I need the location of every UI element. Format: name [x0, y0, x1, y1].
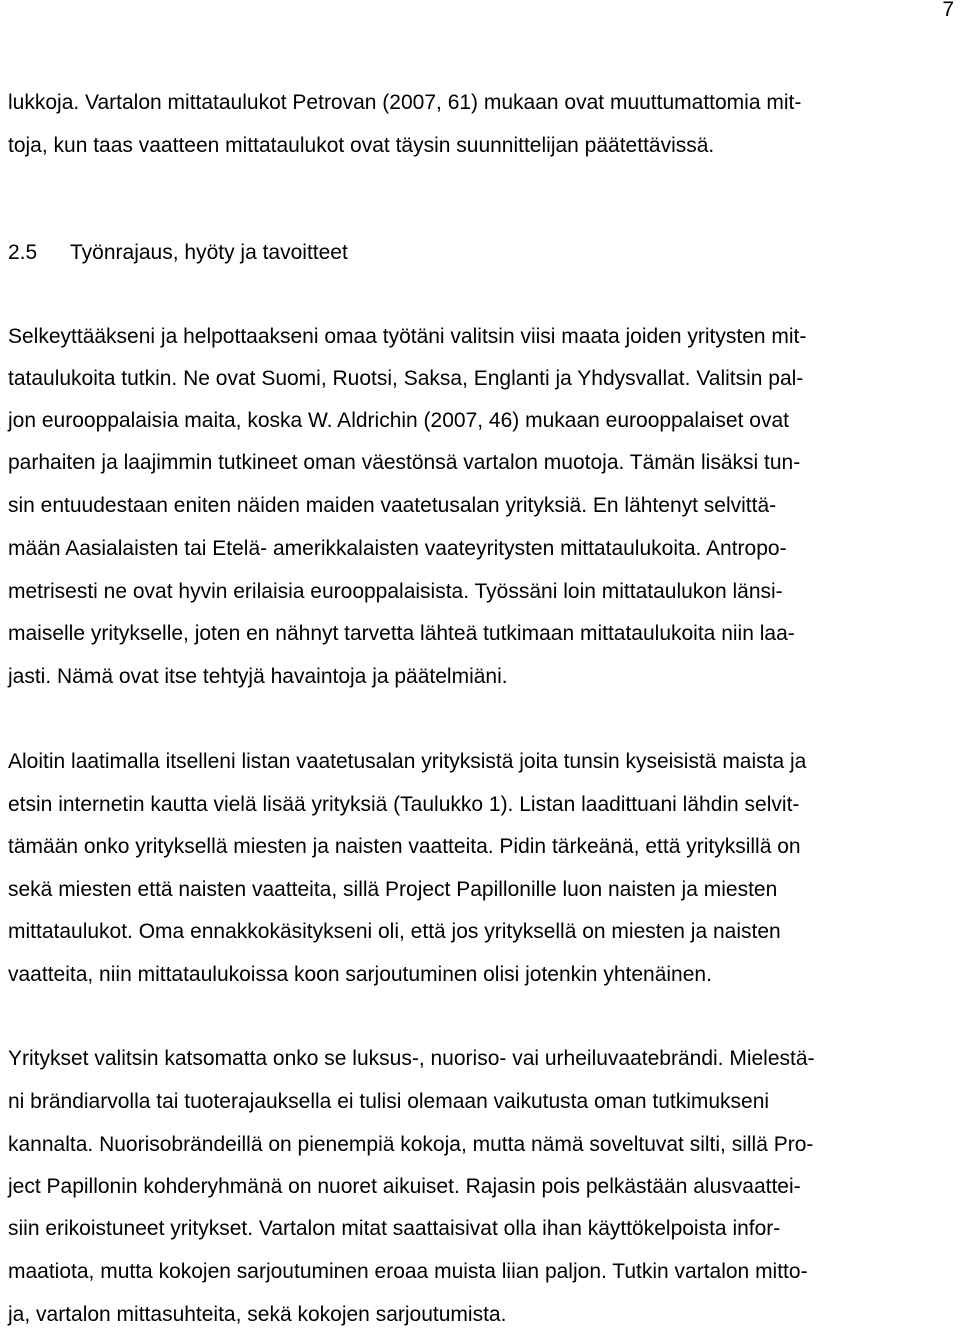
- text-line: ject Papillonin kohderyhmänä on nuoret aikuiset. Rajasin pois pelkästään alusvaattei-: [8, 1175, 801, 1198]
- text-line: etsin internetin kautta vielä lisää yrityksiä (Taulukko 1). Listan laadittuani lähdin selvit-: [8, 793, 800, 816]
- section-number: 2.5: [8, 241, 38, 264]
- text-line: ni brändiarvolla tai tuoterajauksella ei tulisi olemaan vaikutusta oman tutkimukseni: [8, 1090, 770, 1113]
- text-line: jasti. Nämä ovat itse tehtyjä havaintoja ja päätelmiäni.: [8, 665, 508, 688]
- text-line: tämään onko yrityksellä miesten ja naisten vaatteita. Pidin tärkeänä, että yrityksillä on: [8, 835, 801, 858]
- text-line: metrisesti ne ovat hyvin erilaisia eurooppalaisista. Työssäni loin mittataulukon länsi-: [8, 580, 783, 603]
- text-line: kannalta. Nuorisobrändeillä on pienempiä kokoja, mutta nämä soveltuvat silti, sillä Pro-: [8, 1133, 814, 1156]
- text-line: sekä miesten että naisten vaatteita, sillä Project Papillonille luon naisten ja miesten: [8, 878, 778, 901]
- text-line: siin erikoistuneet yritykset. Vartalon mitat saattaisivat olla ihan käyttökelpoista infor-: [8, 1217, 781, 1240]
- text-line: lukkoja. Vartalon mittataulukot Petrovan (2007, 61) mukaan ovat muuttumattomia mit-: [8, 91, 802, 114]
- text-line: mään Aasialaisten tai Etelä- amerikkalaisten vaateyritysten mittataulukoita. Antropo-: [8, 537, 787, 560]
- text-line: Selkeyttääkseni ja helpottaakseni omaa työtäni valitsin viisi maata joiden yritysten mit-: [8, 325, 807, 348]
- text-line: maiselle yritykselle, joten en nähnyt tarvetta lähteä tutkimaan mittataulukoita niin laa-: [8, 622, 795, 645]
- section-heading: [8, 240, 348, 266]
- text-line: maatiota, mutta kokojen sarjoutuminen eroaa muista liian paljon. Tutkin vartalon mitto-: [8, 1260, 808, 1283]
- page-number: 7: [942, 0, 954, 21]
- text-line: Yritykset valitsin katsomatta onko se luksus-, nuoriso- vai urheiluvaatebrändi. Mielestä-: [8, 1047, 815, 1070]
- text-line: parhaiten ja laajimmin tutkineet oman väestönsä vartalon muotoja. Tämän lisäksi tun-: [8, 451, 801, 474]
- text-line: vaatteita, niin mittataulukoissa koon sarjoutuminen olisi jotenkin yhtenäinen.: [8, 963, 712, 986]
- text-line: tataulukoita tutkin. Ne ovat Suomi, Ruotsi, Saksa, Englanti ja Yhdysvallat. Valitsin pal-: [8, 367, 804, 390]
- text-line: toja, kun taas vaatteen mittataulukot ovat täysin suunnittelijan päätettävissä.: [8, 134, 715, 157]
- text-line: ja, vartalon mittasuhteita, sekä kokojen sarjoutumista.: [8, 1303, 507, 1326]
- section-title: Työnrajaus, hyöty ja tavoitteet: [70, 241, 348, 264]
- text-line: jon eurooppalaisia maita, koska W. Aldrichin (2007, 46) mukaan eurooppalaiset ovat: [8, 409, 789, 432]
- text-line: Aloitin laatimalla itselleni listan vaatetusalan yrityksistä joita tunsin kyseisistä maista ja: [8, 750, 807, 773]
- text-line: sin entuudestaan eniten näiden maiden vaatetusalan yrityksiä. En lähtenyt selvittä-: [8, 494, 777, 517]
- text-line: mittataulukot. Oma ennakkokäsitykseni oli, että jos yrityksellä on miesten ja naisten: [8, 920, 781, 943]
